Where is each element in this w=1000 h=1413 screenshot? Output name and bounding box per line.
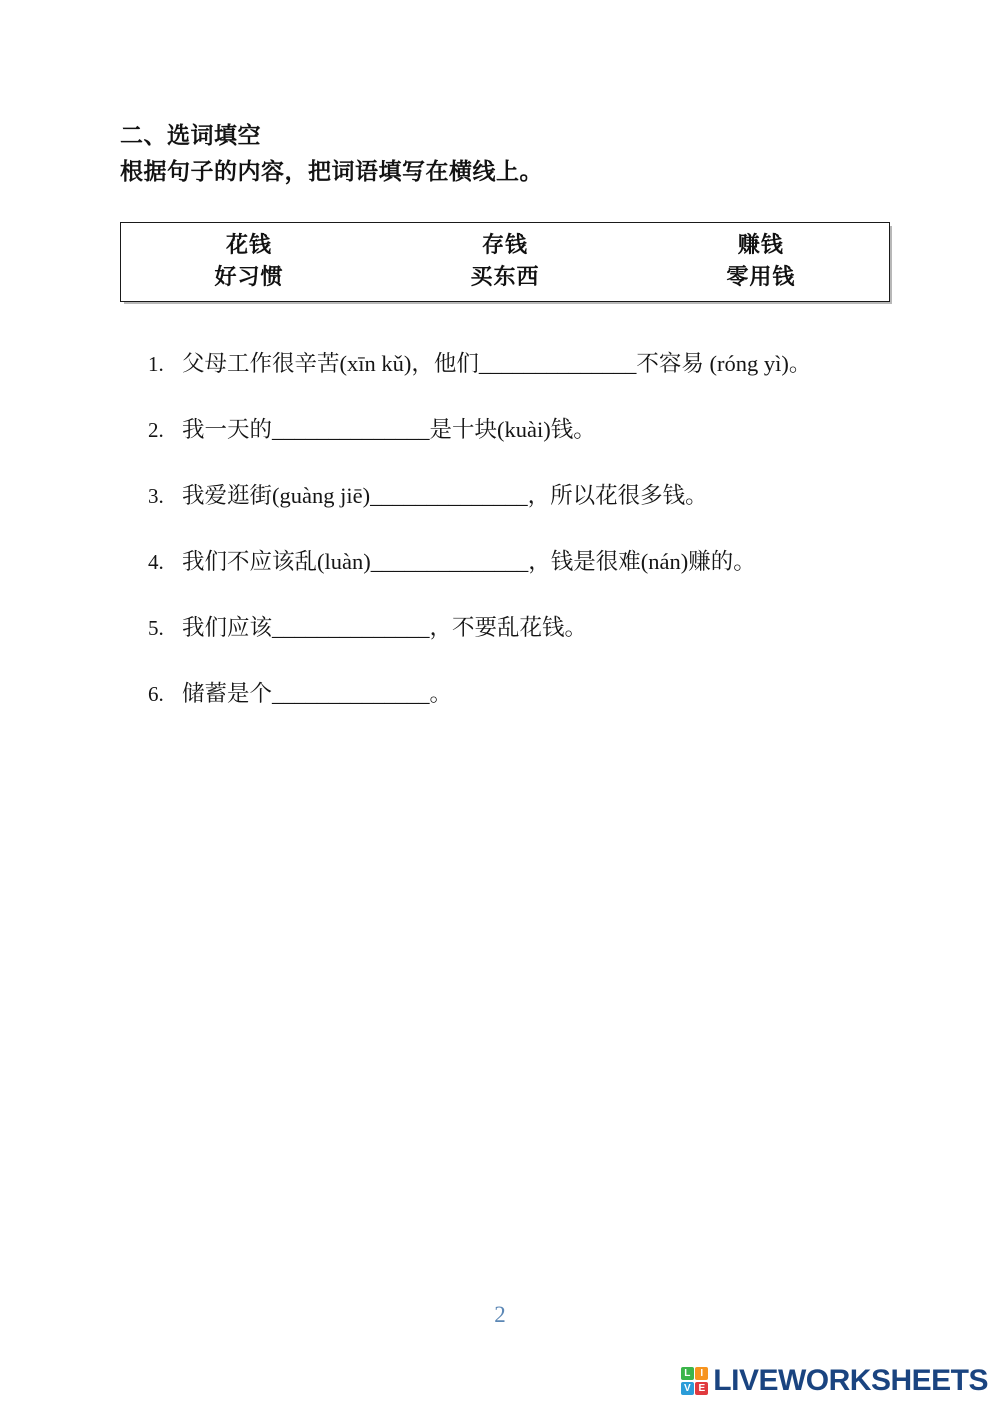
- word-bank-word: 赚钱: [737, 232, 784, 257]
- word-bank-row: [121, 229, 889, 261]
- question-number: 3.: [148, 484, 164, 508]
- section-heading: [120, 118, 900, 190]
- question-item: [148, 668, 908, 720]
- question-text: 我爱逛街(guàng jiē)______________，所以花很多钱。: [182, 483, 708, 508]
- question-number: 2.: [148, 418, 164, 442]
- logo-tile-l: L: [681, 1367, 694, 1380]
- word-bank-word: 买东西: [470, 264, 540, 289]
- question-number: 5.: [148, 616, 164, 640]
- question-text: 储蓄是个______________。: [182, 681, 453, 706]
- word-bank-word: 存钱: [481, 232, 528, 257]
- question-number: 1.: [148, 352, 164, 376]
- question-item: [148, 470, 908, 522]
- word-bank-row: [121, 261, 889, 293]
- logo-tile-e: E: [695, 1382, 708, 1395]
- page-number: 2: [494, 1302, 506, 1327]
- question-item: [148, 602, 908, 654]
- question-number: 4.: [148, 550, 164, 574]
- word-bank-word: 花钱: [225, 232, 272, 257]
- question-item: [148, 404, 908, 456]
- question-text: 我们应该______________，不要乱花钱。: [182, 615, 588, 640]
- word-bank-word: 零用钱: [726, 264, 796, 289]
- word-bank: [120, 222, 890, 302]
- section-title: 二、选词填空: [120, 123, 261, 148]
- logo-tile-v: V: [681, 1382, 694, 1395]
- question-text: 父母工作很辛苦(xīn kǔ)，他们______________不容易 (róng yì)。: [182, 351, 812, 376]
- question-item: [148, 536, 908, 588]
- section-instructions: 根据句子的内容，把词语填写在横线上。: [120, 159, 543, 184]
- question-list: [148, 338, 908, 734]
- question-number: 6.: [148, 682, 164, 706]
- liveworksheets-wordmark: LIVEWORKSHEETS: [713, 1364, 988, 1397]
- question-text: 我们不应该乱(luàn)______________，钱是很难(nán)赚的。: [182, 549, 756, 574]
- question-text: 我一天的______________是十块(kuài)钱。: [182, 417, 596, 442]
- logo-tile-i: I: [695, 1367, 708, 1380]
- question-item: [148, 338, 908, 390]
- word-bank-word: 好习惯: [214, 264, 284, 289]
- liveworksheets-logo: [681, 1366, 988, 1396]
- liveworksheets-tiles-icon: [681, 1367, 709, 1395]
